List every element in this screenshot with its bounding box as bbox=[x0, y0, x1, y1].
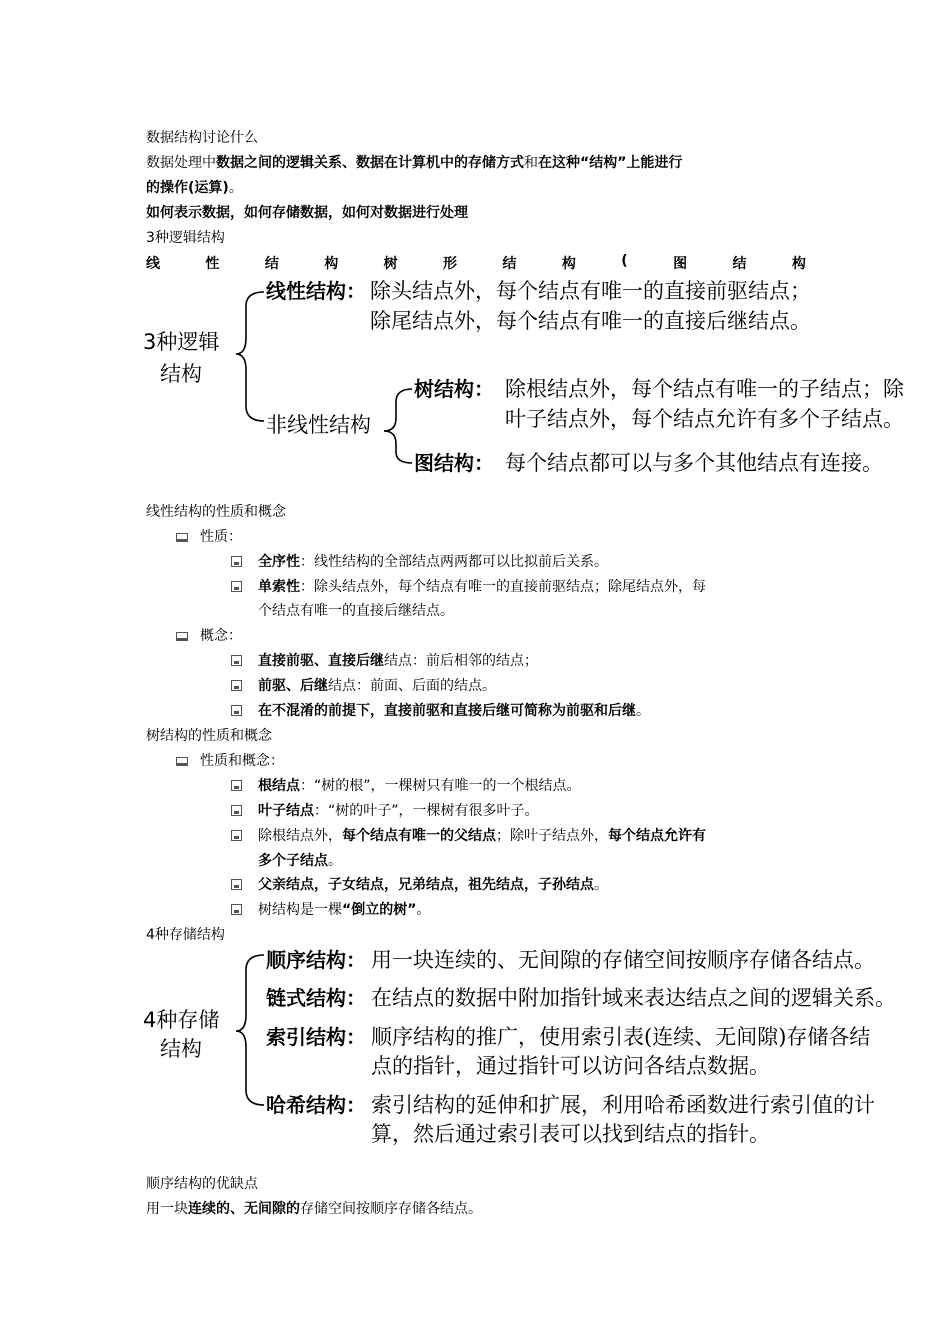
heading-seq-pros-cons: 顺序结构的优缺点 bbox=[146, 1176, 258, 1192]
diagram1-linear-label: 线性结构： bbox=[266, 279, 366, 303]
linear-concept-label: 概念： bbox=[176, 627, 242, 645]
paragraph-how-data: 如何表示数据，如何存储数据，如何对数据进行处理 bbox=[146, 205, 468, 221]
diagram1-graph-text: 每个结点都可以与多个其他结点有连接。 bbox=[505, 451, 883, 475]
list-item: 根结点：“树的根”，一棵树只有唯一的一个根结点。 bbox=[231, 777, 581, 795]
paragraph-seq-desc: 用一块连续的、无间隙的存储空间按顺序存储各结点。 bbox=[146, 1201, 482, 1217]
heading-tree-properties: 树结构的性质和概念 bbox=[146, 728, 272, 744]
diagram1-braces bbox=[236, 292, 412, 463]
paragraph-intro-line2: 的操作(运算)。 bbox=[146, 180, 243, 196]
disk-bullet-icon bbox=[231, 705, 242, 716]
list-item: 全序性：线性结构的全部结点两两都可以比拟前后关系。 bbox=[231, 553, 608, 571]
diagram2-linked-text: 在结点的数据中附加指针域来表达结点之间的逻辑关系。 bbox=[371, 986, 896, 1010]
list-item-continuation: 个结点有唯一的直接后继结点。 bbox=[258, 603, 454, 619]
disk-bullet-icon bbox=[231, 581, 242, 592]
diagram2-seq-label: 顺序结构： bbox=[266, 948, 366, 972]
computer-bullet-icon bbox=[176, 757, 188, 766]
disk-bullet-icon bbox=[231, 904, 242, 915]
diagram2-hash-label: 哈希结构： bbox=[266, 1093, 366, 1117]
disk-bullet-icon bbox=[231, 830, 242, 841]
diagram1-nonlinear-label: 非线性结构 bbox=[266, 413, 371, 437]
disk-bullet-icon bbox=[231, 780, 242, 791]
heading-4-storage-structures: 4种存储结构 bbox=[146, 927, 225, 943]
computer-bullet-icon bbox=[176, 632, 188, 641]
list-item: 前驱、后继结点：前面、后面的结点。 bbox=[231, 677, 496, 695]
diagram1-graph-label: 图结构： bbox=[414, 451, 494, 475]
tree-prop-label: 性质和概念： bbox=[176, 752, 284, 770]
diagram2-hash-text1: 索引结构的延伸和扩展，利用哈希函数进行索引值的计 bbox=[371, 1093, 875, 1117]
diagram2-braces bbox=[236, 955, 264, 1105]
disk-bullet-icon bbox=[231, 805, 242, 816]
diagram1-tree-text1: 除根结点外，每个结点有唯一的子结点；除 bbox=[505, 377, 904, 401]
disk-bullet-icon bbox=[231, 879, 242, 890]
spread-heading-line: 线 性 结 构 树 形 结 构 ( 图 结 构 bbox=[146, 253, 806, 272]
computer-bullet-icon bbox=[176, 533, 188, 542]
diagram1-tree-text2: 叶子结点外，每个结点允许有多个子结点。 bbox=[505, 407, 904, 431]
list-item: 在不混淆的前提下，直接前驱和直接后继可简称为前驱和后继。 bbox=[231, 702, 650, 720]
list-item-continuation: 多个子结点。 bbox=[258, 853, 342, 869]
disk-bullet-icon bbox=[231, 655, 242, 666]
diagram2-index-text1: 顺序结构的推广，使用索引表(连续、无间隙)存储各结 bbox=[371, 1025, 871, 1049]
diagram1-linear-text1: 除头结点外，每个结点有唯一的直接前驱结点； bbox=[370, 279, 811, 303]
heading-what-ds-discusses: 数据结构讨论什么 bbox=[146, 130, 258, 146]
diagram2-seq-text: 用一块连续的、无间隙的存储空间按顺序存储各结点。 bbox=[371, 948, 875, 972]
diagram2-root-line1: 4种存储 bbox=[143, 1008, 220, 1032]
list-item: 直接前驱、直接后继结点：前后相邻的结点； bbox=[231, 652, 538, 670]
diagram2-index-label: 索引结构： bbox=[266, 1025, 366, 1049]
diagram1-linear-text2: 除尾结点外，每个结点有唯一的直接后继结点。 bbox=[370, 309, 811, 333]
diagram1-root-line1: 3种逻辑 bbox=[143, 330, 220, 354]
heading-3-logic-structures: 3种逻辑结构 bbox=[146, 230, 225, 246]
list-item: 单索性：除头结点外，每个结点有唯一的直接前驱结点；除尾结点外，每 bbox=[231, 578, 706, 596]
diagram1-tree-label: 树结构： bbox=[414, 377, 494, 401]
disk-bullet-icon bbox=[231, 680, 242, 691]
list-item: 叶子结点：“树的叶子”，一棵树有很多叶子。 bbox=[231, 802, 539, 820]
diagram2-hash-text2: 算，然后通过索引表可以找到结点的指针。 bbox=[371, 1122, 770, 1146]
diagram2-index-text2: 点的指针，通过指针可以访问各结点数据。 bbox=[371, 1054, 770, 1078]
list-item: 除根结点外，每个结点有唯一的父结点；除叶子结点外，每个结点允许有 bbox=[231, 827, 706, 845]
diagram1-root-line2: 结构 bbox=[160, 362, 202, 386]
linear-prop-label: 性质： bbox=[176, 528, 242, 546]
disk-bullet-icon bbox=[231, 556, 242, 567]
list-item: 树结构是一棵“倒立的树”。 bbox=[231, 901, 430, 919]
diagram2-linked-label: 链式结构： bbox=[266, 986, 366, 1010]
diagram2-root-line2: 结构 bbox=[160, 1037, 202, 1061]
heading-linear-properties: 线性结构的性质和概念 bbox=[146, 504, 286, 520]
paragraph-intro-line1: 数据处理中数据之间的逻辑关系、数据在计算机中的存储方式和在这种“结构”上能进行 bbox=[146, 155, 683, 171]
list-item: 父亲结点，子女结点，兄弟结点，祖先结点，子孙结点。 bbox=[231, 876, 608, 894]
